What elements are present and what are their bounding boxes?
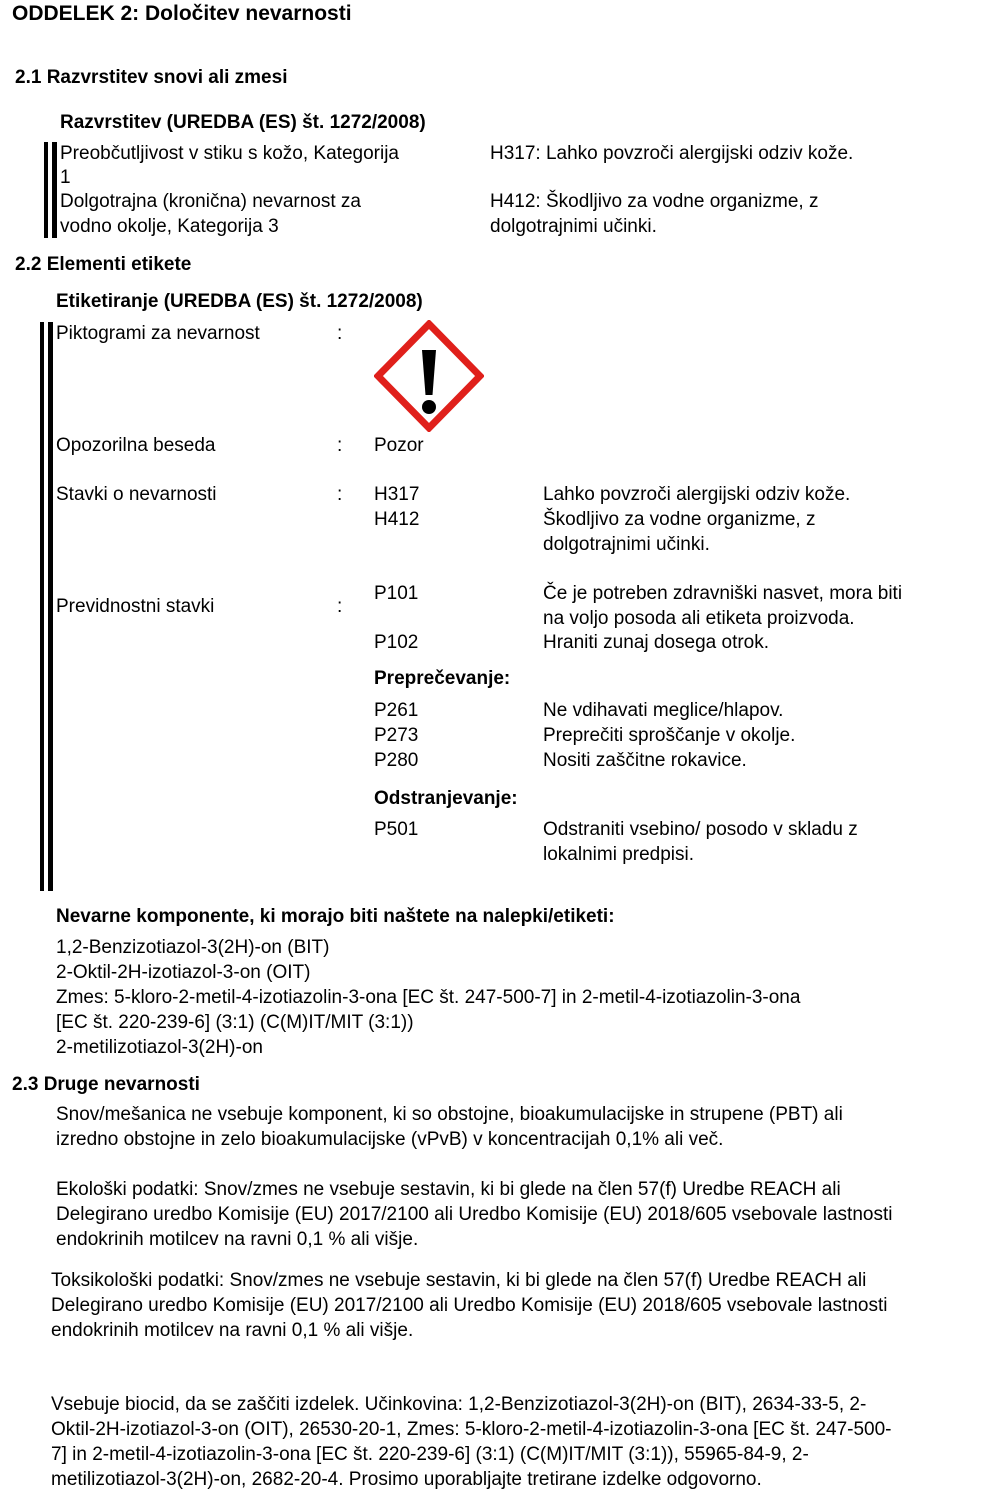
paragraph-line: Snov/mešanica ne vsebuje komponent, ki so obstojne, bioakumulacijske in strupene (PBT) ali [56,1104,843,1125]
revision-bar [52,142,57,238]
paragraph-line: Vsebuje biocid, da se zaščiti izdelek. Učinkovina: 1,2-Benzizotiazol-3(2H)-on (BIT), 2634-33-5, 2- [51,1394,867,1415]
signal-word: Pozor [374,435,424,456]
paragraph-line: Delegirano uredbo Komisije (EU) 2017/2100 ali Uredbo Komisije (EU) 2018/605 vsebovale lastnosti [56,1204,893,1225]
signal-word-label: Opozorilna beseda [56,435,216,456]
disposal-heading: Odstranjevanje: [374,788,518,809]
paragraph-line: metilizotiazol-3(2H)-on, 2682-20-4. Prosimo uporabljajte tretirane izdelke odgovorno. [51,1469,762,1490]
statement-code: P280 [374,750,419,771]
component-item: Zmes: 5-kloro-2-metil-4-izotiazolin-3-ona [EC št. 247-500-7] in 2-metil-4-izotiazolin-3-ona [56,987,801,1008]
paragraph-line: endokrinih motilcev na ravni 0,1 % ali višje. [56,1229,419,1250]
revision-bar [48,322,53,891]
component-item: 1,2-Benzizotiazol-3(2H)-on (BIT) [56,937,330,958]
statement-code: P261 [374,700,419,721]
colon: : [337,596,343,617]
colon: : [337,484,343,505]
classification-subheading: Razvrstitev (UREDBA (ES) št. 1272/2008) [60,112,426,133]
paragraph-line: Toksikološki podatki: Snov/zmes ne vsebuje sestavin, ki bi glede na člen 57(f) Uredbe REACH ali [51,1270,867,1291]
section-2-3-heading: 2.3 Druge nevarnosti [12,1074,200,1095]
statement-text: Če je potreben zdravniški nasvet, mora biti [543,583,903,604]
statement-text-cont: na voljo posoda ali etiketa proizvoda. [543,608,855,629]
component-item: 2-metilizotiazol-3(2H)-on [56,1037,263,1058]
section-title: ODDELEK 2: Določitev nevarnosti [12,2,352,25]
hazard-statement: H412: Škodljivo za vodne organizme, z [490,191,819,212]
revision-bar [44,142,48,238]
hazardous-components-heading: Nevarne komponente, ki morajo biti naštete na nalepki/etiketi: [56,906,615,927]
paragraph-line: izredno obstojne in zelo bioakumulacijske (vPvB) v koncentracijah 0,1% ali več. [56,1129,724,1150]
statement-text: Hraniti zunaj dosega otrok. [543,632,770,653]
prevention-heading: Preprečevanje: [374,668,511,689]
hazard-class: Dolgotrajna (kronična) nevarnost za [60,191,361,212]
ghs07-exclamation-mark-icon [374,320,484,432]
revision-bar [40,322,44,891]
hazard-statements-label: Stavki o nevarnosti [56,484,217,505]
paragraph-line: 7] in 2-metil-4-izotiazolin-3-ona [EC št. 220-239-6] (3:1) (C(M)IT/MIT (3:1)), 55965-84-9, 2- [51,1444,809,1465]
statement-text: Lahko povzroči alergijski odziv kože. [543,484,851,505]
colon: : [337,435,343,456]
labelling-subheading: Etiketiranje (UREDBA (ES) št. 1272/2008) [56,291,423,312]
component-item: [EC št. 220-239-6] (3:1) (C(M)IT/MIT (3:1)) [56,1012,414,1033]
paragraph-line: endokrinih motilcev na ravni 0,1 % ali višje. [51,1320,414,1341]
paragraph-line: Delegirano uredbo Komisije (EU) 2017/2100 ali Uredbo Komisije (EU) 2018/605 vsebovale lastnosti [51,1295,888,1316]
statement-code: H317 [374,484,420,505]
statement-code: P102 [374,632,419,653]
colon: : [337,323,343,344]
section-2-2-heading: 2.2 Elementi etikete [15,254,192,275]
statement-text: Ne vdihavati meglice/hlapov. [543,700,784,721]
hazard-class-category: 1 [60,167,71,188]
section-2-1-heading: 2.1 Razvrstitev snovi ali zmesi [15,67,288,88]
hazard-statement: H317: Lahko povzroči alergijski odziv kože. [490,143,854,164]
hazard-class: Preobčutljivost v stiku s kožo, Kategorija [60,143,399,164]
statement-text: Nositi zaščitne rokavice. [543,750,747,771]
paragraph-line: Ekološki podatki: Snov/zmes ne vsebuje sestavin, ki bi glede na člen 57(f) Uredbe REACH ali [56,1179,841,1200]
statement-code: H412 [374,509,420,530]
component-item: 2-Oktil-2H-izotiazol-3-on (OIT) [56,962,311,983]
statement-code: P273 [374,725,419,746]
statement-text-cont: dolgotrajnimi učinki. [543,534,710,555]
statement-text-cont: lokalnimi predpisi. [543,844,695,865]
statement-code: P101 [374,583,419,604]
statement-text: Preprečiti sproščanje v okolje. [543,725,796,746]
statement-text: Odstraniti vsebino/ posodo v skladu z [543,819,858,840]
paragraph-line: Oktil-2H-izotiazol-3-on (OIT), 26530-20-1, Zmes: 5-kloro-2-metil-4-izotiazolin-3-ona [EC št. 247-500- [51,1419,892,1440]
precautionary-statements-label: Previdnostni stavki [56,596,215,617]
statement-text: Škodljivo za vodne organizme, z [543,509,816,530]
statement-code: P501 [374,819,419,840]
hazard-class-category: vodno okolje, Kategorija 3 [60,216,279,237]
pictograms-label: Piktogrami za nevarnost [56,323,260,344]
hazard-statement-cont: dolgotrajnimi učinki. [490,216,657,237]
